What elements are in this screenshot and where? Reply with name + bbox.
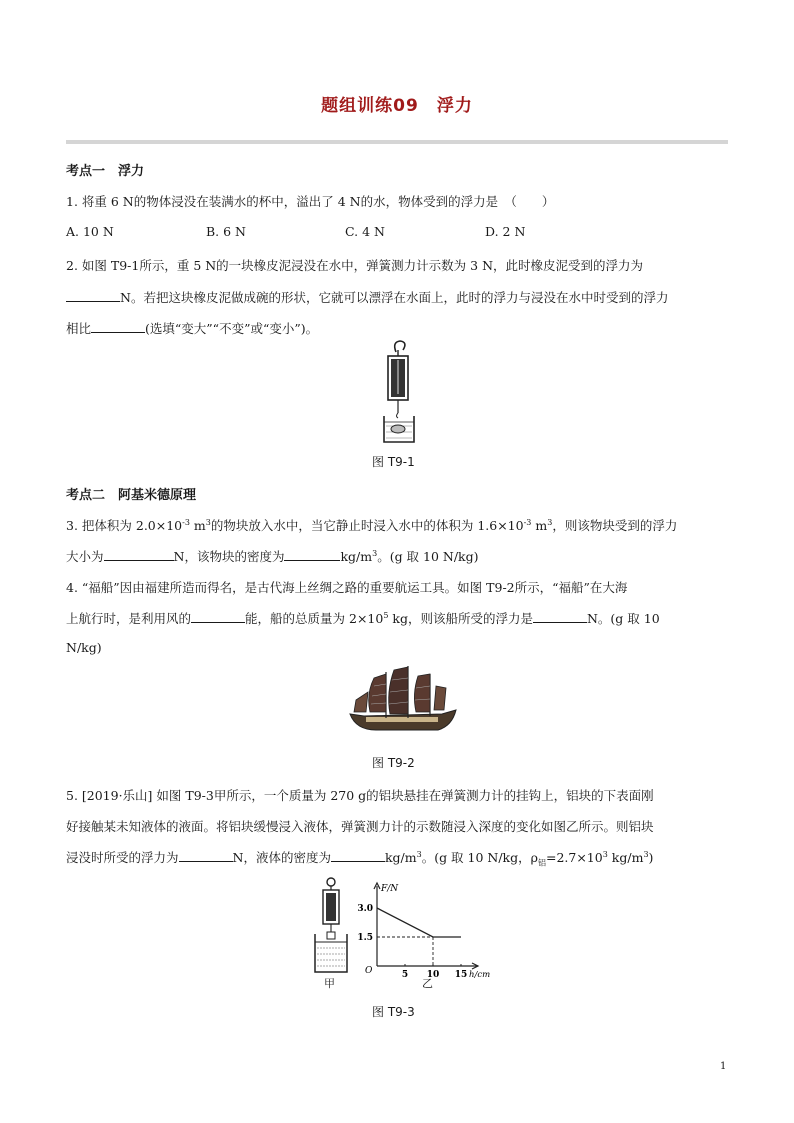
- answer-blank[interactable]: [179, 849, 233, 862]
- answer-blank[interactable]: [284, 548, 340, 561]
- x-tick-label: 15: [454, 970, 468, 978]
- q5-line-1: 5. [2019·乐山] 如图 T9-3甲所示，一个质量为 270 g的铝块悬挂在弹簧测力计的挂钩上，铝块的下表面刚: [66, 788, 654, 803]
- page-title: 题组训练09 浮力: [321, 96, 473, 116]
- origin-label: O: [365, 966, 373, 976]
- q2-line-3: [66, 319, 318, 337]
- q4-line-2: [66, 609, 660, 627]
- figure-caption-t9-2: 图 T9-2: [372, 756, 415, 770]
- q1-option-b: B. 6 N: [206, 224, 246, 239]
- x-axis-label: h/cm: [469, 970, 490, 978]
- spring-scale-beaker-figure: [306, 876, 356, 976]
- q3-text: N，该物块的密度为: [173, 549, 285, 564]
- q3-exp: -3: [523, 517, 532, 527]
- q5-exp: 3: [643, 849, 649, 859]
- title-divider: [66, 140, 728, 144]
- q5-text: kg/m: [384, 850, 417, 865]
- q1-option-c: C. 4 N: [345, 224, 385, 239]
- section-heading-1: 考点一 浮力: [66, 164, 145, 179]
- figure-label-jia: 甲: [324, 977, 335, 990]
- answer-blank[interactable]: [331, 849, 385, 862]
- q1-option-d: D. 2 N: [485, 224, 526, 239]
- q3-text: 。(g 取 10 N/kg): [377, 549, 479, 564]
- q3-exp: 3: [372, 548, 378, 558]
- q2-line-3-text-a: 相比: [66, 321, 92, 336]
- answer-blank[interactable]: [66, 289, 120, 302]
- q5-text: 。(g 取 10 N/kg，ρ: [421, 850, 538, 865]
- q2-line-1: 2. 如图 T9-1所示，重 5 N的一块橡皮泥浸没在水中，弹簧测力计示数为 3 N，此时橡皮泥受到的浮力为: [66, 258, 644, 273]
- q3-text: kg/m: [340, 549, 373, 564]
- buoyancy-chart: [350, 878, 490, 978]
- q4-text: 上航行时，是利用风的: [66, 611, 192, 626]
- y-axis-label: F/N: [381, 884, 399, 894]
- answer-blank[interactable]: [533, 610, 587, 623]
- q3-text: m: [531, 518, 548, 533]
- q5-text: N，液体的密度为: [232, 850, 331, 865]
- q1-option-a: A. 10 N: [66, 224, 114, 239]
- q4-text: 能，船的总质量为 2×10: [245, 611, 384, 626]
- q3-exp: 3: [547, 517, 553, 527]
- q5-line-2: 好接触某未知液体的液面。将铝块缓慢浸入液体，弹簧测力计的示数随浸入深度的变化如图乙所示。则铝块: [66, 819, 654, 834]
- ship-illustration: [346, 664, 458, 736]
- figure-caption-t9-1: 图 T9-1: [372, 455, 415, 469]
- q5-text: 浸没时所受的浮力为: [66, 850, 179, 865]
- series-line: [377, 908, 461, 937]
- q4-line-3: N/kg): [66, 640, 102, 655]
- q1-stem: 1. 将重 6 N的物体浸没在装满水的杯中，溢出了 4 N的水，物体受到的浮力是 （ ）: [66, 194, 555, 209]
- q5-text: ): [648, 850, 654, 865]
- answer-blank[interactable]: [91, 320, 145, 333]
- q3-text: ，则该物块受到的浮力: [552, 518, 678, 533]
- q5-sub: 铝: [537, 858, 546, 868]
- q3-text: 大小为: [66, 549, 104, 564]
- q3-exp: -3: [182, 517, 190, 527]
- page-number: 1: [720, 1061, 727, 1072]
- q3-text: 3. 把体积为 2.0×10: [66, 518, 183, 533]
- q5-exp: 3: [416, 849, 422, 859]
- q5-text: =2.7×10: [545, 850, 603, 865]
- q4-text: N。(g 取 10: [586, 611, 660, 626]
- q3-exp: 3: [205, 517, 211, 527]
- q4-text: kg，则该船所受的浮力是: [388, 611, 533, 626]
- q3-line-2: [66, 547, 479, 565]
- q5-exp: 3: [602, 849, 608, 859]
- q2-line-2-text: N。若把这块橡皮泥做成碗的形状，它就可以漂浮在水面上，此时的浮力与浸没在水中时受到的浮力: [120, 290, 669, 305]
- q2-line-2: [66, 288, 668, 306]
- q5-text: kg/m: [607, 850, 644, 865]
- q3-text: m: [189, 518, 206, 533]
- q3-text: 的物块放入水中，当它静止时浸入水中的体积为 1.6×10: [210, 518, 524, 533]
- y-tick-label: 3.0: [357, 904, 373, 915]
- q4-line-1: 4. “福船”因由福建所造而得名，是古代海上丝绸之路的重要航运工具。如图 T9-2所示，“福船”在大海: [66, 580, 628, 595]
- q5-line-3: [66, 848, 653, 869]
- answer-blank[interactable]: [191, 610, 245, 623]
- figure-label-yi: 乙: [422, 977, 433, 990]
- y-tick-label: 1.5: [357, 933, 373, 944]
- q4-exp: 5: [383, 610, 389, 620]
- q2-line-3-text-b: (选填“变大”“不变”或“变小”)。: [145, 321, 319, 336]
- x-tick-label: 5: [401, 970, 409, 978]
- q3-line-1: [66, 516, 677, 534]
- spring-scale-figure: [370, 338, 430, 446]
- x-tick-label: 10: [426, 970, 440, 978]
- figure-caption-t9-3: 图 T9-3: [372, 1005, 415, 1019]
- section-heading-2: 考点二 阿基米德原理: [66, 488, 197, 503]
- answer-blank[interactable]: [104, 548, 174, 561]
